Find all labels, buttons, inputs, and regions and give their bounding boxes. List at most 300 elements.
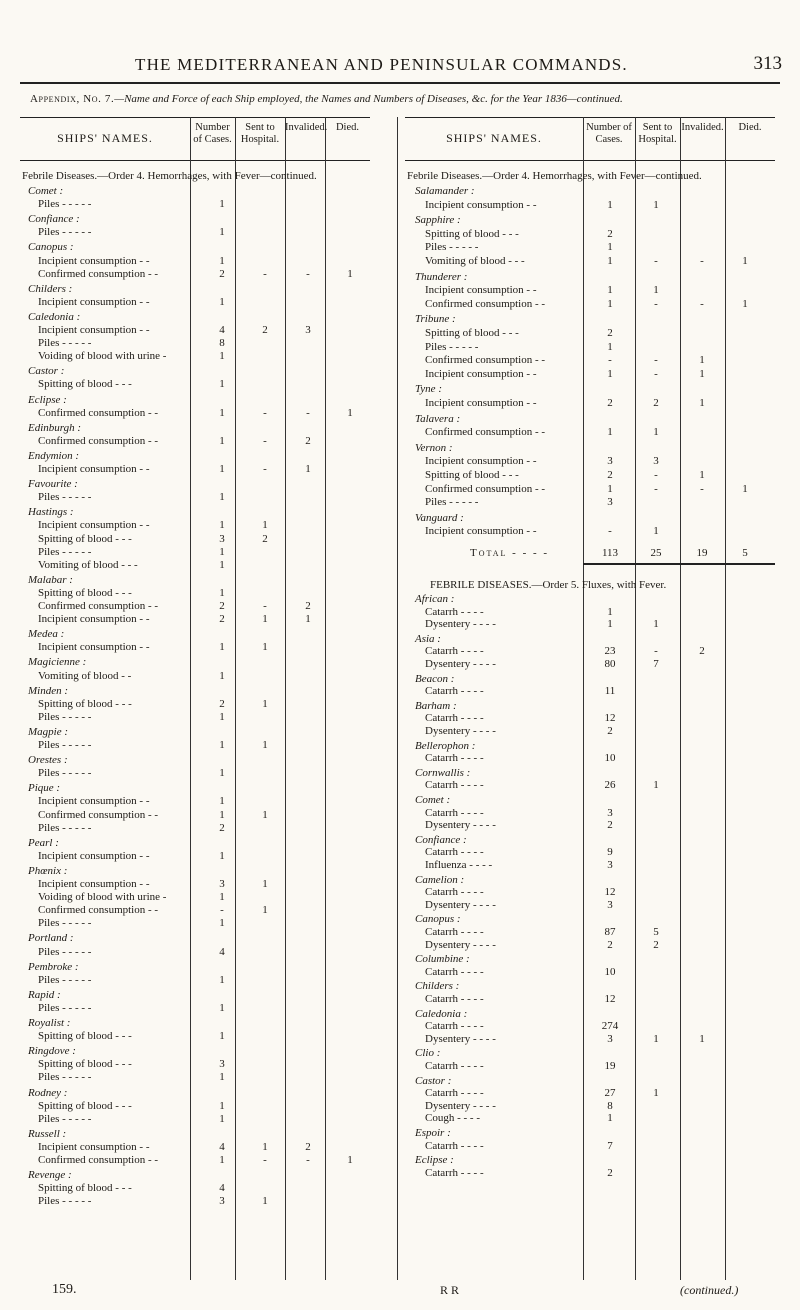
cases-value: 1 [219,558,225,571]
disease-row: Piles - - - - - [38,545,92,558]
invalided-value: - [700,297,704,310]
disease-row: Catarrh - - - - [425,1087,484,1100]
invalided-value: 1 [699,1032,705,1045]
disease-row: Vomiting of blood - - - [38,558,138,571]
total-h: 25 [650,547,662,559]
cases-value: 1 [219,1112,225,1125]
cases-value: 23 [604,645,616,658]
cases-value: 1 [219,1030,225,1043]
cases-value: 1 [607,297,613,310]
cases-value: 1 [607,284,613,297]
section-heading-right: Febrile Diseases.—Order 4. Hemorrhages, with Fever—continued. [407,170,702,182]
died-value: 1 [347,267,353,280]
header-bottom-rule-left [20,160,370,161]
column-divider-left-4 [325,117,326,1280]
cases-value: 1 [219,767,225,780]
ship-name: Sapphire : [415,214,461,227]
invalided-value: 1 [699,354,705,367]
cases-value: 10 [604,965,616,978]
disease-row: Catarrh - - - - [425,1139,484,1152]
disease-row: Incipient consumption - - [38,295,150,308]
disease-row: Piles - - - - - [38,739,92,751]
cases-value: 2 [219,697,225,710]
cases-value: 27 [604,1087,616,1100]
hospital-value: - [654,645,658,658]
cases-value: 2 [219,267,225,280]
page-column-separator [397,117,398,1280]
header-top-rule-right [405,117,775,118]
cases-value: 1 [219,545,225,558]
cases-value: 1 [219,350,225,363]
disease-row: Catarrh - - - - [425,779,484,792]
cases-value: 1 [219,808,225,821]
cases-value: 3 [607,455,613,468]
ship-name: Talavera : [415,412,461,425]
hospital-value: - [654,297,658,310]
hospital-value: 1 [653,426,659,439]
died-header-left: Died. [335,122,360,133]
disease-row: Vomiting of blood - - - [425,255,525,267]
ship-name: Comet : [28,185,64,197]
ship-name: Cornwallis : [415,766,471,779]
disease-row: Catarrh - - - - [425,685,484,698]
disease-row: Incipient consumption - - [425,284,537,297]
disease-row: Piles - - - - - [425,241,479,254]
hospital-value: 2 [262,532,268,545]
cases-value: 2 [219,613,225,626]
hospital-value: 1 [262,904,268,917]
disease-row: Dysentery - - - - [425,618,496,631]
hospital-value: 7 [653,658,659,670]
ship-name: Eclipse : [28,393,67,406]
total-label: Total - - - - [470,547,550,559]
disease-row: Dysentery - - - - [425,725,496,737]
disease-row: Piles - - - - - [38,1071,92,1084]
hospital-value: 1 [262,613,268,626]
disease-row: Piles - - - - - [425,340,479,353]
disease-row: Catarrh - - - - [425,846,484,859]
column-divider-left-1 [190,117,191,1280]
cases-value: 1 [219,1001,225,1014]
disease-row: Catarrh - - - - [425,1020,484,1033]
ship-name: Minden : [28,684,69,697]
hospital-value: 1 [653,779,659,792]
disease-row: Catarrh - - - - [425,926,484,938]
disease-row: Incipient consumption - - [38,324,150,336]
disease-row: Confirmed consumption - - [38,600,159,612]
hospital-value: 1 [653,198,659,211]
cases-value: 1 [219,254,225,267]
disease-row: Incipient consumption - - [425,525,537,538]
hospital-value: 2 [653,397,659,409]
died-value: 1 [742,297,748,310]
hospital-value: - [654,367,658,380]
ship-name: Russell : [28,1127,67,1140]
cases-value: 1 [607,367,613,380]
cases-value: 1 [219,463,225,475]
ship-name: Childers : [415,980,460,993]
hospital-value: - [654,469,658,481]
cases-value: 1 [607,618,613,631]
disease-row: Spitting of blood - - - [38,1058,132,1071]
cases-value: 1 [219,198,225,211]
disease-row: Catarrh - - - - [425,645,484,658]
disease-row: Catarrh - - - - [425,1166,484,1179]
hospital-value: 1 [262,739,268,751]
hospital-value: 1 [262,519,268,532]
disease-row: Confirmed consumption - - [425,426,546,439]
disease-row: Incipient consumption - - [38,613,150,626]
disease-row: Catarrh - - - - [425,712,484,725]
cases-value: - [220,904,224,917]
ship-name: Childers : [28,282,73,295]
hospital-value: 1 [262,1195,268,1208]
ship-name: Tribune : [415,313,456,326]
hospital-value: 1 [653,1032,659,1045]
footer-signature: 159. [52,1282,77,1297]
ship-name: Ringdove : [28,1045,76,1058]
column-divider-right-o5-1 [635,591,636,1280]
ship-name: Camelion : [415,873,465,886]
died-value: 1 [742,255,748,267]
disease-row: Confirmed consumption - - [38,406,159,419]
cases-value: 4 [219,945,225,958]
disease-row: Incipient consumption - - [38,878,150,890]
hospital-value: - [263,1154,267,1166]
table-caption [30,93,790,105]
cases-value: 12 [604,886,616,899]
cases-header-left: Number of Cases. [193,122,232,145]
disease-row: Dysentery - - - - [425,938,496,951]
cases-value: 2 [607,1166,613,1179]
disease-row: Incipient consumption - - [425,367,537,380]
ship-name: African : [415,593,455,605]
cases-value: 1 [219,1099,225,1112]
disease-row: Spitting of blood - - - [38,1182,132,1195]
disease-row: Confirmed consumption - - [425,297,546,310]
disease-row: Confirmed consumption - - [38,267,159,280]
disease-row: Incipient consumption - - [38,1140,150,1153]
cases-value: 19 [604,1060,616,1072]
cases-value: 2 [607,469,613,481]
disease-row: Catarrh - - - - [425,993,484,1005]
header-top-rule-left [20,117,370,118]
hospital-value: 5 [653,926,659,938]
died-header-right: Died. [738,122,762,133]
cases-value: 274 [601,1020,619,1033]
ship-name: Columbine : [415,953,470,966]
disease-row: Confirmed consumption - - [38,434,159,447]
disease-row: Piles - - - - - [38,917,92,930]
cases-value: 3 [219,532,225,545]
ship-name: Pique : [28,782,61,795]
cases-value: 3 [607,496,613,509]
disease-row: Confirmed consumption - - [425,354,546,367]
cases-value: 12 [604,712,616,725]
hospital-header-right: Sent to Hospital. [638,122,677,145]
total-c: 113 [601,547,619,559]
page-number: 313 [753,53,782,74]
disease-row: Dysentery - - - - [425,819,496,832]
cases-value: 26 [604,779,616,792]
invalided-value: 1 [699,469,705,481]
ship-name: Confiance : [28,213,80,226]
cases-value: 80 [604,658,616,670]
ship-name: Salamander : [415,185,475,197]
invalided-value: - [306,1154,310,1166]
disease-row: Dysentery - - - - [425,1099,496,1112]
disease-row: Incipient consumption - - [38,641,150,654]
cases-value: 87 [604,926,616,938]
cases-value: 10 [604,752,616,765]
invalided-value: 1 [699,397,705,409]
ship-name: Rodney : [28,1086,68,1099]
cases-value: 12 [604,993,616,1005]
cases-value: 1 [219,1071,225,1084]
hospital-header-left: Sent to Hospital. [240,122,280,145]
ship-name: Pearl : [28,836,59,849]
hospital-value: 1 [262,641,268,654]
cases-value: 1 [607,241,613,254]
hospital-value: 1 [653,525,659,538]
ship-name: Bellerophon : [415,739,476,752]
ship-name: Barham : [415,699,457,712]
ship-names-header-right: SHIPS' NAMES. [446,131,542,145]
hospital-value: - [654,482,658,495]
disease-row: Spitting of blood - - - [38,1030,132,1043]
cases-value: 3 [607,898,613,911]
invalided-header-right: Invalided. [681,122,724,133]
died-value: 1 [347,1154,353,1166]
hospital-value: 1 [262,878,268,890]
disease-row: Piles - - - - - [38,1001,92,1014]
cases-value: 1 [219,710,225,723]
cases-value: 2 [607,725,613,737]
cases-value: 1 [607,426,613,439]
cases-value: 2 [607,397,613,409]
disease-row: Piles - - - - - [38,226,92,239]
ship-name: Vernon : [415,441,453,454]
disease-row: Catarrh - - - - [425,605,484,618]
cases-value: 7 [607,1139,613,1152]
cases-value: 1 [219,434,225,447]
invalided-value: 2 [305,1140,311,1153]
cases-value: 3 [607,859,613,871]
disease-row: Dysentery - - - - [425,1032,496,1045]
cases-value: 3 [219,1195,225,1208]
cases-value: 4 [219,1140,225,1153]
disease-row: Catarrh - - - - [425,886,484,899]
disease-row: Incipient consumption - - [38,254,150,267]
ship-name: Rapid : [28,988,61,1001]
cases-value: 1 [219,519,225,532]
disease-row: Piles - - - - - [38,821,92,834]
disease-row: Vomiting of blood - - [38,669,132,682]
order5-heading: FEBRILE DISEASES.—Order 5. Fluxes, with Fever. [430,579,667,591]
disease-row: Piles - - - - - [38,1112,92,1125]
disease-row: Piles - - - - - [425,496,479,509]
invalided-value: 1 [305,463,311,475]
cases-value: 1 [219,295,225,308]
cases-value: 11 [604,685,616,698]
cases-value: 2 [219,821,225,834]
cases-header-right: Number of Cases. [586,122,632,145]
cases-value: 1 [219,849,225,862]
died-value: 1 [742,482,748,495]
cases-value: 1 [607,198,613,211]
ship-name: Thunderer : [415,270,468,283]
caption-text: —Name and Force of each Ship employed, the Names and Numbers of Diseases, &c. for the Year 1836—continued. [114,93,623,105]
column-divider-right-o5-3 [725,591,726,1280]
cases-value: 1 [219,891,225,904]
header-bottom-rule-right [405,160,775,161]
cases-value: 8 [219,337,225,350]
disease-row: Incipient consumption - - [425,455,537,468]
ship-name: Beacon : [415,672,455,685]
cases-value: 1 [219,1154,225,1166]
ship-names-header-left: SHIPS' NAMES. [57,131,153,145]
invalided-value: 2 [305,600,311,612]
cases-value: 4 [219,324,225,336]
column-divider-right-o5-2 [680,591,681,1280]
invalided-value: 2 [699,645,705,658]
hospital-value: - [263,463,267,475]
disease-row: Incipient consumption - - [38,795,150,808]
cases-value: 4 [219,1182,225,1195]
disease-row: Confirmed consumption - - [38,904,159,917]
ship-name: Royalist : [28,1017,71,1029]
invalided-header-left: Invalided. [285,122,328,133]
ship-name: Portland : [28,932,74,945]
cases-value: 1 [219,669,225,682]
disease-row: Spitting of blood - - - [38,532,132,545]
disease-row: Confirmed consumption - - [425,482,546,495]
ship-name: Vanguard : [415,511,464,524]
disease-row: Spitting of blood - - - [38,1099,132,1112]
disease-row: Dysentery - - - - [425,898,496,911]
cases-value: 3 [219,878,225,890]
ship-name: Favourite : [28,478,78,491]
disease-row: Confirmed consumption - - [38,1154,159,1166]
cases-value: 1 [607,255,613,267]
cases-value: 3 [607,1032,613,1045]
total-x: 5 [742,547,748,559]
cases-value: 3 [607,806,613,819]
ship-name: Magicienne : [28,656,87,669]
ship-name: Canopus : [415,913,461,926]
disease-row: Catarrh - - - - [425,965,484,978]
ship-name: Hastings : [28,506,74,519]
hospital-value: - [263,434,267,447]
invalided-value: - [700,255,704,267]
footer-continued: (continued.) [680,1283,739,1297]
hospital-value: 1 [262,697,268,710]
disease-row: Piles - - - - - [38,710,92,723]
total-rule [583,563,775,565]
disease-row: Piles - - - - - [38,198,92,211]
disease-row: Confirmed consumption - - [38,808,159,821]
cases-value: 1 [219,973,225,986]
hospital-value: - [263,600,267,612]
running-header [0,55,800,79]
cases-value: 1 [607,482,613,495]
hospital-value: 3 [653,455,659,468]
invalided-value: 2 [305,434,311,447]
cases-value: - [608,354,612,367]
hospital-value: - [263,267,267,280]
disease-row: Catarrh - - - - [425,752,484,765]
disease-row: Incipient consumption - - [38,519,150,532]
disease-row: Incipient consumption - - [38,849,150,862]
disease-row: Piles - - - - - [38,491,92,504]
cases-value: 1 [219,226,225,239]
caption-appendix: Appendix, No. 7. [30,93,115,105]
cases-value: 2 [219,600,225,612]
disease-row: Piles - - - - - [38,945,92,958]
cases-value: 1 [219,641,225,654]
hospital-value: 1 [262,1140,268,1153]
ship-name: Canopus : [28,241,74,254]
footer-signature-mark: R R [440,1283,460,1297]
disease-row: Voiding of blood with urine - [38,350,167,363]
ship-name: Confiance : [415,833,467,846]
invalided-value: 3 [305,324,311,336]
ship-name: Caledonia : [415,1007,468,1020]
cases-value: 1 [219,406,225,419]
ship-name: Magpie : [28,725,69,738]
died-value: 1 [347,406,353,419]
invalided-value: - [306,406,310,419]
cases-value: 1 [219,491,225,504]
hospital-value: 1 [653,284,659,297]
cases-value: - [608,525,612,538]
ship-name: Malabar : [28,573,73,586]
cases-value: 1 [219,917,225,930]
disease-row: Piles - - - - - [38,973,92,986]
disease-row: Cough - - - - [425,1112,480,1125]
column-divider-left-3 [285,117,286,1280]
cases-value: 1 [219,795,225,808]
disease-row: Piles - - - - - [38,1195,92,1208]
disease-row: Spitting of blood - - - [425,227,519,240]
disease-row: Spitting of blood - - - [425,469,519,481]
cases-value: 8 [607,1099,613,1112]
column-divider-right-o5-0 [583,591,584,1280]
disease-row: Spitting of blood - - - [38,378,132,391]
cases-value: 1 [219,739,225,751]
cases-value: 1 [607,340,613,353]
hospital-value: 1 [653,618,659,631]
cases-value: 9 [607,846,613,859]
total-i: 19 [696,547,708,559]
disease-row: Piles - - - - - [38,337,92,350]
ship-name: Espoir : [415,1127,451,1139]
cases-value: 2 [607,938,613,951]
disease-row: Piles - - - - - [38,767,92,780]
invalided-value: 1 [305,613,311,626]
hospital-value: 1 [262,808,268,821]
hospital-value: - [654,255,658,267]
disease-row: Spitting of blood - - - [425,327,519,339]
cases-value: 3 [219,1058,225,1071]
ship-name: Comet : [415,794,451,806]
ship-name: Eclipse : [415,1154,454,1167]
disease-row: Dysentery - - - - [425,658,496,670]
ship-name: Caledonia : [28,310,81,323]
invalided-value: - [700,482,704,495]
ship-name: Asia : [415,632,441,645]
invalided-value: 1 [699,367,705,380]
